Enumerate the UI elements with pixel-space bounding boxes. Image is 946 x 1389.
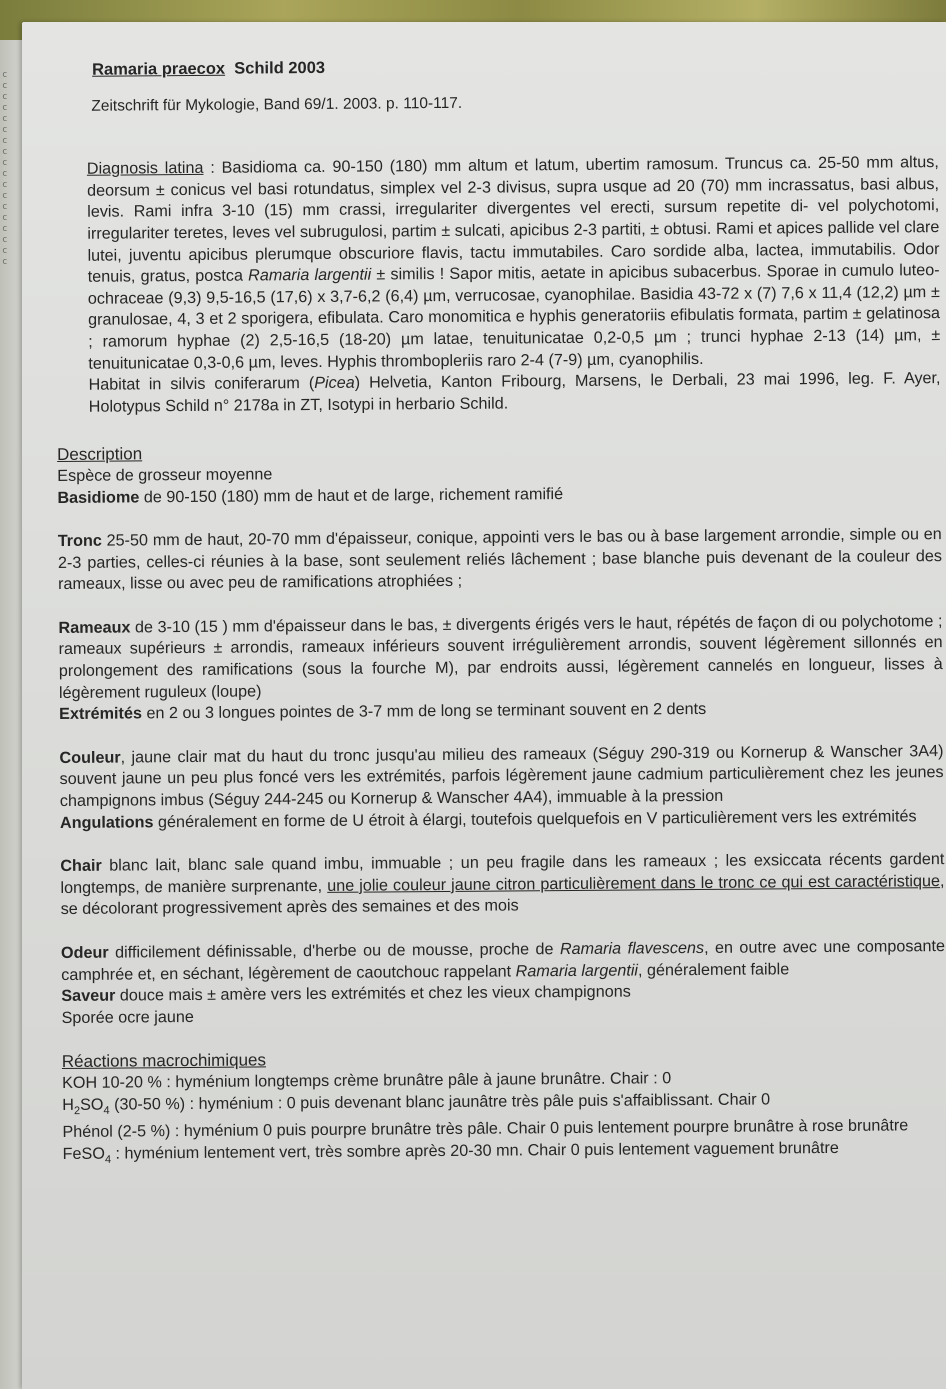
h2so4-prefix: H — [62, 1095, 74, 1114]
couleur-text: , jaune clair mat du haut du tronc jusqu'au milieu des rameaux (Séguy 290-319 ou Kornerup & Wanscher 3A4) souvent jaune un peu plus foncé vers les extrémités, parfois légèrement jaune cadmium particulièrement chez les jeunes champignons imbus (Séguy 244-245 ou Kornerup & Wanscher 4A4), immuable à la pression — [59, 741, 944, 811]
basidiome-text: de 90-150 (180) mm de haut et de large, richement ramifié — [139, 484, 564, 506]
document-content — [58, 53, 946, 1172]
habitat-text-2: ) Helvetia, Kanton Fribourg, Marsens, le Derbali, 23 mai 1996, leg. F. Ayer, Holotypus Schild n° 2178a in ZT, Isotypi in herbario Schild. — [88, 369, 941, 416]
species-author: Schild 2003 — [234, 58, 326, 78]
species-name: Ramaria praecox — [92, 59, 226, 79]
feso4-sub: 4 — [104, 1153, 112, 1166]
chair-text-1: blanc lait, blanc sale quand imbu, immuable ; un peu fragile dans les rameaux ; les exsiccata récents gardent longtemps, de manière surprenante, — [60, 850, 945, 897]
h2so4-sub1: 2 — [73, 1104, 81, 1117]
koh-line: KOH 10-20 % : hyménium longtemps crème brunâtre pâle à jaune brunâtre. Chair : 0 — [61, 1069, 672, 1092]
sporee-line: Sporée ocre jaune — [61, 1007, 194, 1027]
chair-text-2: , se décolorant progressivement après des semaines et des mois — [60, 871, 945, 919]
description-block — [57, 437, 946, 1171]
habitat-text-1: Habitat in silvis coniferarum ( — [88, 374, 315, 394]
reactions-heading: Réactions macrochimiques — [61, 1050, 267, 1072]
odeur-italic-2: Ramaria largentii — [515, 961, 639, 981]
paper-sheet — [22, 22, 946, 1389]
publication-reference: Zeitschrift für Mykologie, Band 69/1. 2003. p. 110-117. — [91, 94, 463, 115]
feso4-prefix: FeSO — [62, 1144, 105, 1163]
extremites-label: Extrémités — [59, 704, 142, 724]
latin-label: Diagnosis latina — [86, 159, 204, 178]
rameaux-text: de 3-10 (15 ) mm d'épaisseur dans le bas, ± divergents érigés vers le haut, répétés de façon di ou polychotome ; rameaux supérieurs ± arrondis, rameaux inférieurs souvent irrégulièrement arrondis, souvent légèrement sillonnés en prolongement des ramifications (sous la fourche M), par endroits aussi, légèrement cannelés en longueur, lisses à légèrement ruguleux (loupe) — [58, 611, 943, 702]
description-heading: Description — [57, 444, 143, 465]
rameaux-label: Rameaux — [58, 618, 131, 637]
basidiome-label: Basidiome — [57, 487, 140, 507]
couleur-label: Couleur — [59, 748, 121, 767]
chair-label: Chair — [60, 856, 102, 876]
latin-italic-1: Ramaria largentii — [248, 265, 372, 285]
couleur-paragraph — [59, 741, 943, 813]
latin-diagnosis — [87, 152, 941, 418]
feso4-line — [63, 1137, 946, 1172]
feso4-text: : hyménium lentement vert, très sombre après 20-30 mn. Chair 0 puis lentement vaguement brunâtre — [110, 1138, 839, 1163]
angulations-text: généralement en forme de U étroit à élargi, toutefois quelquefois en V particulièrement vers les extrémités — [153, 806, 917, 831]
odeur-italic-1: Ramaria flavescens — [559, 938, 705, 959]
h2so4-sub2: 4 — [103, 1104, 110, 1117]
rameaux-paragraph — [58, 611, 943, 704]
chair-paragraph — [60, 849, 944, 921]
saveur-text: douce mais ± amère vers les extrémités et chez les vieux champignons — [115, 982, 631, 1005]
odeur-text-1: difficilement définissable, d'herbe ou de mousse, proche de — [108, 940, 561, 962]
h2so4-mid: SO — [79, 1095, 104, 1114]
edge-perforation-marks: c c c c c c c c c c c c c c c c c c — [2, 70, 8, 267]
tronc-paragraph — [58, 524, 942, 596]
h2so4-text: (30-50 %) : hyménium : 0 puis devenant blanc jaunâtre très pâle puis s'affaiblissant. Chair 0 — [109, 1090, 771, 1114]
habitat-italic: Picea — [314, 373, 355, 393]
latin-text-2: ± similis ! Sapor mitis, aetate in apicibus subacerbus. Sporae in cumulo luteo-ochraceae (9,3) 9,5-16,5 (17,6) x 3,7-6,2 (6,4) µm, verrucosae, cyanophilae. Basidia 43-72 x (7) 7,6 x 11,4 (12,2) µm ± granulosae, 4, 3 et 2 sporigera, efibulata. Caro monomitica e hyphis generatoriis efibulatis formata, partim ± gelatinosa ; ramorum hyphae (2) 2,5-16,5 (18-20) µm latae, tenuitunicatae 0,2-0,5 µm ; trunci hyphae 2-13 (14) µm, ± tenuitunicatae 0,3-0,6 µm, leves. Hyphis thrombopleriis raro 2-4 (7-9) µm, cyanophilis. — [87, 261, 941, 373]
extremites-text: en 2 ou 3 longues pointes de 3-7 mm de long se terminant souvent en 2 dents — [141, 700, 707, 723]
chair-underlined: une jolie couleur jaune citron particulièrement dans le tronc ce qui est caractéristique — [327, 871, 941, 895]
phenol-line: Phénol (2-5 %) : hyménium 0 puis pourpre brunâtre très pâle. Chair 0 puis lentement pourpre brunâtre à rose brunâtre — [62, 1116, 909, 1142]
odeur-label: Odeur — [60, 943, 109, 963]
odeur-text-3: , généralement faible — [637, 959, 790, 980]
latin-text-1: : Basidioma ca. 90-150 (180) mm altum et latum, ubertim ramosum. Truncus ca. 25-50 mm altus, deorsum ± conicus vel basi rotundatus, simplex vel 2-3 divisus, supra usque ad 20 (70) mm incrassatus, basi albus, levis. Rami infra 3-10 (15) mm crassi, irregulariter divergentes vel erecti, sursum repetite di- vel polychotomi, irregulariter teretes, leves vel subrugulosi, partim ± sulcati, apicibus 2-3 partiti, ± obtusi. Rami et apices pallide vel clare lutei, juventu apicibus plerumque obscuriore flavis, tactu immutabiles. Caro sordide alba, lactea, immutabilis. Odor tenuis, gratus, postca — [86, 153, 940, 286]
tronc-label: Tronc — [57, 531, 102, 551]
espece-line: Espèce de grosseur moyenne — [57, 465, 273, 485]
odeur-paragraph — [61, 936, 945, 986]
odeur-text-2: , en outre avec une composante camphrée et, en séchant, légèrement de caoutchouc rappelant — [61, 937, 946, 984]
tronc-text: 25-50 mm de haut, 20-70 mm d'épaisseur, conique, appointi vers le bas ou à base largement arrondie, simple ou en 2-3 parties, celles-ci réunies à la base, sont seulement reliés lâchement ; base blanche puis devenant de la couleur des rameaux, lisse ou avec peu de ramifications atrophiées ; — [57, 525, 942, 594]
angulations-label: Angulations — [59, 812, 154, 832]
species-title — [92, 53, 938, 81]
saveur-label: Saveur — [61, 986, 116, 1006]
